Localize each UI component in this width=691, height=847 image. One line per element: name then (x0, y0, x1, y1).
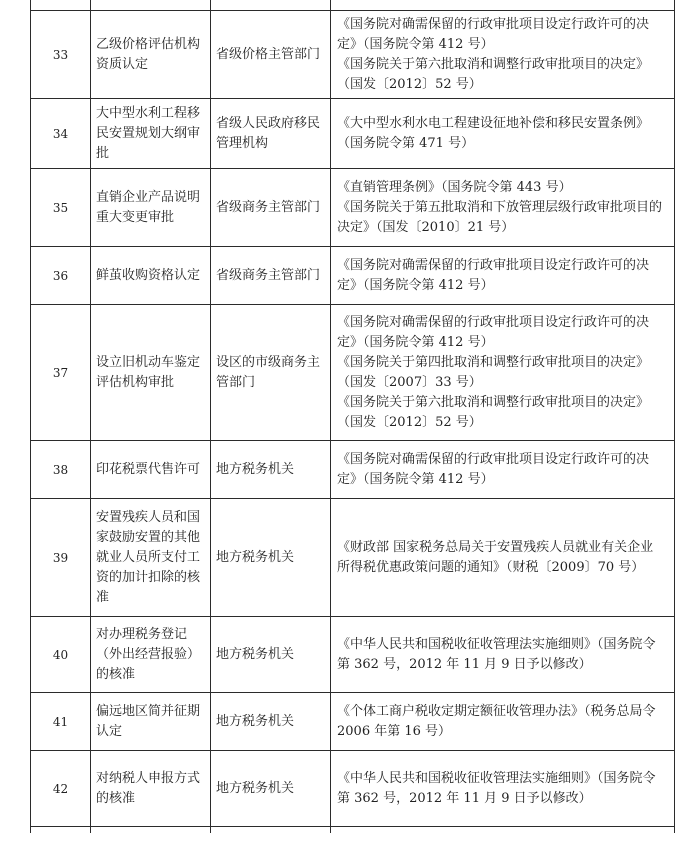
table-row (31, 305, 675, 441)
row-number: 37 (31, 305, 91, 441)
approval-item-name: 对纳税人申报方式的核准 (91, 751, 211, 827)
table-row-continued (31, 827, 675, 834)
legal-basis (331, 499, 675, 617)
row-number: 42 (31, 751, 91, 827)
table-row-continued (31, 0, 675, 11)
table-body (31, 0, 675, 833)
legal-basis (331, 441, 675, 499)
implementing-department: 地方税务机关 (211, 751, 331, 827)
legal-basis (331, 693, 675, 751)
implementing-department: 地方税务机关 (211, 441, 331, 499)
table-row (31, 617, 675, 693)
approval-items-table (30, 0, 675, 833)
approval-item-name: 乙级价格评估机构资质认定 (91, 11, 211, 99)
legal-basis-entry: 《中华人民共和国税收征收管理法实施细则》（国务院令第 362 号，2012 年 11 月 9 日予以修改） (337, 636, 656, 672)
approval-item-name: 鲜茧收购资格认定 (91, 247, 211, 305)
legal-basis (331, 305, 675, 441)
row-number: 35 (31, 169, 91, 247)
row-number: 36 (31, 247, 91, 305)
table-row (31, 441, 675, 499)
table-cell (211, 827, 331, 834)
implementing-department: 省级商务主管部门 (211, 247, 331, 305)
document-page (30, 0, 675, 833)
legal-basis-entry: 《国务院关于第四批取消和调整行政审批项目的决定》（国发〔2007〕33 号） (337, 354, 650, 390)
row-number: 41 (31, 693, 91, 751)
legal-basis-entry: 《国务院对确需保留的行政审批项目设定行政许可的决定》（国务院令第 412 号） (337, 314, 650, 350)
table-cell (211, 0, 331, 11)
implementing-department: 地方税务机关 (211, 693, 331, 751)
legal-basis (331, 11, 675, 99)
row-number: 38 (31, 441, 91, 499)
table-row (31, 11, 675, 99)
approval-item-name: 安置残疾人员和国家鼓励安置的其他就业人员所支付工资的加计扣除的核准 (91, 499, 211, 617)
approval-item-name: 直销企业产品说明重大变更审批 (91, 169, 211, 247)
table-row (31, 751, 675, 827)
legal-basis (331, 99, 675, 169)
legal-basis-entry: 《财政部 国家税务总局关于安置残疾人员就业有关企业所得税优惠政策问题的通知》（财税〔2009〕70 号） (337, 539, 654, 575)
approval-item-name: 偏远地区简并征期认定 (91, 693, 211, 751)
implementing-department: 省级商务主管部门 (211, 169, 331, 247)
legal-basis (331, 247, 675, 305)
table-cell (31, 827, 91, 834)
implementing-department: 设区的市级商务主管部门 (211, 305, 331, 441)
table-cell (331, 0, 675, 11)
legal-basis-entry: 《国务院关于第六批取消和调整行政审批项目的决定》（国发〔2012〕52 号） (337, 56, 650, 92)
table-row (31, 693, 675, 751)
legal-basis-entry: 《个体工商户税收定期定额征收管理办法》（税务总局令 2006 年第 16 号） (337, 703, 656, 739)
row-number: 40 (31, 617, 91, 693)
row-number: 34 (31, 99, 91, 169)
table-row (31, 99, 675, 169)
legal-basis-entry: 《国务院对确需保留的行政审批项目设定行政许可的决定》（国务院令第 412 号） (337, 16, 650, 52)
legal-basis (331, 169, 675, 247)
legal-basis (331, 751, 675, 827)
table-row (31, 499, 675, 617)
implementing-department: 省级价格主管部门 (211, 11, 331, 99)
table-cell (31, 0, 91, 11)
approval-item-name: 设立旧机动车鉴定评估机构审批 (91, 305, 211, 441)
table-row (31, 247, 675, 305)
table-cell (91, 0, 211, 11)
table-row (31, 169, 675, 247)
approval-item-name: 大中型水利工程移民安置规划大纲审批 (91, 99, 211, 169)
legal-basis-entry: 《国务院关于第六批取消和调整行政审批项目的决定》（国发〔2012〕52 号） (337, 394, 650, 430)
legal-basis-entry: 《中华人民共和国税收征收管理法实施细则》（国务院令第 362 号，2012 年 11 月 9 日予以修改） (337, 770, 656, 806)
legal-basis-entry: 《国务院对确需保留的行政审批项目设定行政许可的决定》（国务院令第 412 号） (337, 257, 650, 293)
legal-basis (331, 617, 675, 693)
legal-basis-entry: 《国务院关于第五批取消和下放管理层级行政审批项目的决定》（国发〔2010〕21 号） (337, 199, 663, 235)
implementing-department: 地方税务机关 (211, 499, 331, 617)
row-number: 39 (31, 499, 91, 617)
implementing-department: 地方税务机关 (211, 617, 331, 693)
legal-basis-entry: 《大中型水利水电工程建设征地补偿和移民安置条例》（国务院令第 471 号） (337, 115, 650, 151)
legal-basis-entry: 《国务院对确需保留的行政审批项目设定行政许可的决定》（国务院令第 412 号） (337, 451, 650, 487)
approval-item-name: 对办理税务登记（外出经营报验）的核准 (91, 617, 211, 693)
table-cell (91, 827, 211, 834)
legal-basis-entry: 《直销管理条例》（国务院令第 443 号） (337, 179, 572, 195)
row-number: 33 (31, 11, 91, 99)
approval-item-name: 印花税票代售许可 (91, 441, 211, 499)
implementing-department: 省级人民政府移民管理机构 (211, 99, 331, 169)
table-cell (331, 827, 675, 834)
